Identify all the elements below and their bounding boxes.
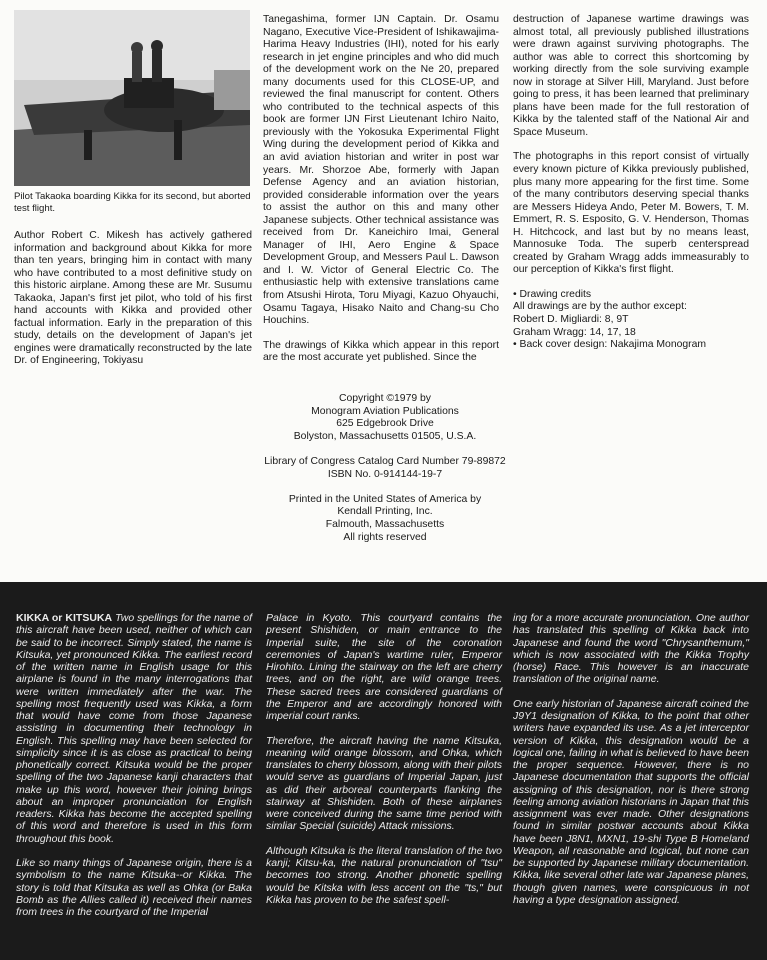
credit-line: All drawings are by the author except:: [513, 301, 687, 313]
name-explanation-panel: [0, 582, 767, 960]
aircraft-photo: [14, 10, 250, 186]
column-1: [14, 230, 252, 380]
credit-line: Graham Wragg: 14, 17, 18: [513, 326, 636, 338]
panel-column-1: [16, 612, 252, 931]
column-3: [513, 14, 749, 352]
isbn-number: ISBN No. 0-914144-19-7: [327, 468, 443, 480]
panel-column-3: [513, 612, 749, 918]
publisher-street: 625 Edgebrook Drive: [336, 418, 434, 430]
copyright-group: [200, 393, 570, 443]
credit-line: Robert D. Migliardi: 8, 9T: [513, 314, 629, 326]
panel-paragraph: Although Kitsuka is the literal translation of the two kanji; Kitsu-ka, the natural pronunciation of "tsu" becomes too strong. Another phonetic spelling would be Kitska with less accent on the "ts," but Kikka has proven to be the safest spell-: [266, 844, 502, 906]
restoration-paragraph: destruction of Japanese wartime drawings was almost total, all previously published illustrations were drawn against surviving photographs. The author was able to correct this shortcoming by working directly from the sole surviving example now in storage at Silver Hill, Maryland. Just before going to press, it has been learned that preliminary plans have been made for the full restoration of Kikka by the talented staff of the National Air and Space Museum.: [513, 14, 749, 138]
panel-paragraph: Like so many things of Japanese origin, there is a symbolism to the name Kitsuka--or Kikka. The story is told that Kitsuka as well as Ohka (or Baka Bomb as the Allies called it) received their names from trees in the courtyard of the Imperial: [16, 857, 252, 918]
photographs-paragraph: The photographs in this report consist of virtually every known picture of Kikka previously published, plus many more appearing for the first time. Some of the many contributors deserving special thanks are Messers Hideya Ando, Peter M. Bowers, T. M. Emmert, R. S. Esposito, G. V. Henderson, Thomas H. Hitchcock, and last but by no means least, Mannosuke Toda. The superb centerspread created by Graham Wragg adds immeasurably to our perception of Kikka's first flight.: [513, 151, 749, 276]
contributors-paragraph: Tanegashima, former IJN Captain. Dr. Osamu Nagano, Executive Vice-President of Ishikawajima-Harima Heavy Industries (IHI), noted for his early research in jet engine principles and who did much of the development work on the Ne 20, prepared many documents used for this CLOSE-UP, and reviewed the final manuscript for content. Others who contributed to the technical aspects of this book are former IJN First Lieutenant Ichiro Naito, previously with the Yokosuka Experimental Flight Wing during the development period of Kikka and an avid aviation historian and writer in post war years. Mr. Shorzoe Abe, formerly with Japan Defense Agency and an aviation historian, provided considerable information over the years to assist the author on this and many other Japanese subjects. Other technical assistance was received from Dr. Kaneichiro Imai, General Manager of IHI, Aero Engine & Space Development Group, and Messers Paul L. Dawson and I. W. Victor of General Electric Co. The enthusiastic help with extensive translations came from Atsushi Hirota, Toru Miyagi, Kazuo Ohyauchi, Osamu Tagaya, Hisako Naito and Chang-su Cho Houchins.: [263, 14, 499, 327]
rights-line: All rights reserved: [343, 531, 427, 543]
panel-paragraph: ing for a more accurate pronunciation. One author has translated this spelling of Kikka back into Japanese and found the word "Chrysanthemum," which is now associated with the Kikka Trophy (horse) Race. This however is an inaccurate translation of the original name.: [513, 612, 749, 686]
panel-paragraph: KIKKA or KITSUKA Two spellings for the name of this aircraft have been used, neither of which can be said to be incorrect. Simply stated, the name is Kitsuka, yet pronounced Kikka. The earliest record of the written name in English usage for this airplane is found in the many interrogations that were written immediately after the war. The spelling most frequently used was Kikka, a form that would have come from those Japanese assisting in documenting their technology in English. This spelling may have been selected for simplicity since it is as close as practical to being phonetically correct. Kitsuka would be the proper spelling of the two Japanese kanji characters that make up this word, however their joining brings about an improper pronunciation for English readers. Kikka has become the accepted spelling of this word and therefore is used in this form throughout this book.: [16, 612, 252, 845]
panel-paragraph: One early historian of Japanese aircraft coined the J9Y1 designation of Kikka, to the point that other writers have expanded its use. As a jet interceptor version of Kikka, this designation would be a logical one, failing in what is believed to have been the proper sequence. However, there is no Japanese documentation that supports the official assigning of this designation, nor is there strong feeling among aviation historians in Japan that this assignment was ever made. Other designations found in similar postwar accounts about Kikka have been J8N1, MXN1, 19-shi Type B Homeland Weapon, all reasonable and logical, but none can be supported by Japanese military documentation. Kikka, like several other late war Japanese planes, though given names, were conspicuous in not having a type designation assigned.: [513, 697, 749, 906]
printer-name: Kendall Printing, Inc.: [337, 506, 433, 518]
loc-number: Library of Congress Catalog Card Number 79-89872: [264, 455, 506, 467]
credit-line: • Drawing credits: [513, 288, 592, 300]
drawings-paragraph: The drawings of Kikka which appear in this report are the most accurate yet published. Since the: [263, 339, 499, 364]
publisher-city: Bolyston, Massachusetts 01505, U.S.A.: [293, 430, 477, 442]
publisher-name: Monogram Aviation Publications: [311, 405, 459, 417]
panel-heading: KIKKA or KITSUKA: [16, 612, 113, 624]
credits-list: [513, 289, 749, 352]
photo-caption: Pilot Takaoka boarding Kikka for its second, but aborted test flight.: [14, 191, 251, 214]
panel-paragraph: Therefore, the aircraft having the name Kitsuka, meaning wild orange blossom, and Ohka, which translates to cherry blossom, along with their pilots would serve as guardians of Imperial Japan, just as did their arboreal counterparts flanking the stairway at Shishiden. Both of these airplanes were conceived during the same time period with simliar Special (suicide) Attack missions.: [266, 734, 502, 833]
catalog-group: [200, 456, 570, 481]
panel-paragraph: Palace in Kyoto. This courtyard contains the present Shishiden, or main entrance to the Imperial suite, the site of the coronation ceremonies of Japan's wartime ruler, Emperor Hirohito. Lining the stairway on the left are cherry trees, and on the right, are wild orange trees. These sacred trees are considered guardians of the Emperor and are accordingly honored with imperial court ranks.: [266, 612, 502, 722]
credit-line: • Back cover design: Nakajima Monogram: [513, 339, 707, 351]
printer-group: [200, 494, 570, 544]
printer-city: Falmouth, Massachusetts: [325, 518, 445, 530]
column-2: [263, 14, 499, 377]
copyright-line: Copyright ©1979 by: [339, 393, 431, 404]
panel-column-2: [266, 612, 502, 918]
publisher-block: [200, 393, 570, 557]
printed-line: Printed in the United States of America by: [288, 493, 482, 505]
author-paragraph: Author Robert C. Mikesh has actively gathered information and background about Kikka for more than ten years, bringing him in contact with many who have contributed to a most definitive study on this historic airplane. Among these are Mr. Susumu Takaoka, Japan's first jet pilot, who told of his first hand accounts with Kikka and provided other factual information. Early in the preparation of this study, details on the development of Japan's jet engines were dramatically reconstructed by the late Dr. of Engineering, Tokiyasu: [14, 230, 252, 367]
